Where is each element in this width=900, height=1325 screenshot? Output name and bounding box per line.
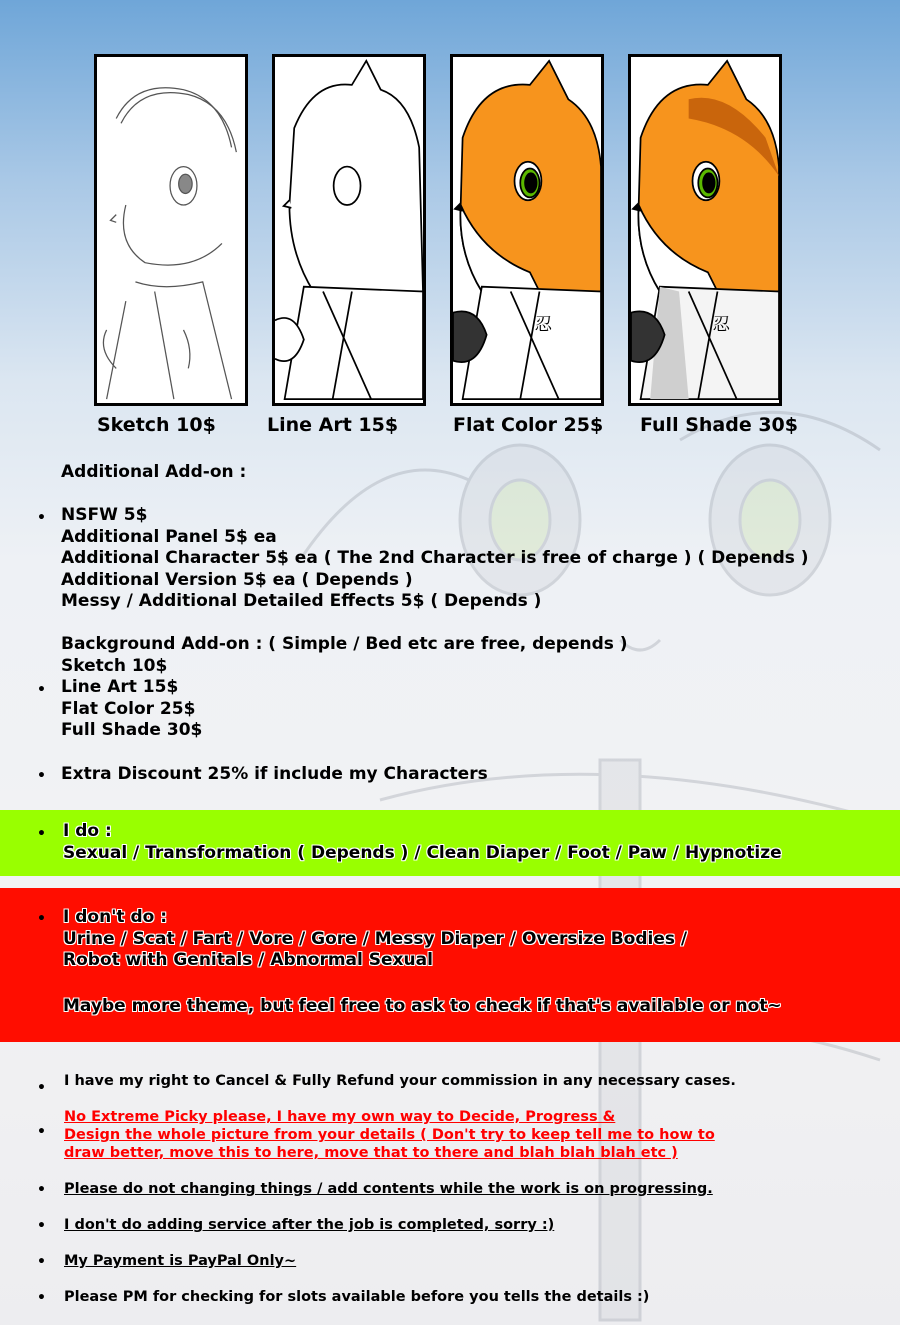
addon-item-version: Additional Version 5$ ea ( Depends ) — [61, 569, 413, 590]
rule-no-changes: Please do not changing things / add contents while the work is on progressing. — [64, 1181, 713, 1197]
background-item-full-shade: Full Shade 30$ — [61, 720, 203, 741]
rule-bullet-1: • — [37, 1080, 46, 1096]
rule-bullet-5: • — [37, 1254, 46, 1270]
background-addon-list — [61, 634, 628, 742]
line-art-fox-image — [275, 57, 423, 403]
i-dont-do-line1: Urine / Scat / Fart / Vore / Gore / Messy Diaper / Oversize Bodies / — [63, 928, 688, 949]
rule-paypal-only: My Payment is PayPal Only~ — [64, 1253, 297, 1269]
i-dont-do-line2: Robot with Genitals / Abnormal Sexual — [63, 950, 433, 971]
background-addon-heading: Background Add-on : ( Simple / Bed etc are free, depends ) — [61, 634, 628, 654]
rule-bullet-4: • — [37, 1218, 46, 1234]
tier-label-full-shade: Full Shade 30$ — [640, 414, 798, 436]
i-dont-do-note: Maybe more theme, but feel free to ask to check if that's available or not~ — [63, 996, 782, 1016]
flat-color-fox-image — [453, 57, 601, 403]
discount-text: Extra Discount 25% if include my Characters — [61, 764, 488, 784]
addon-item-character: Additional Character 5$ ea ( The 2nd Character is free of charge ) ( Depends ) — [61, 548, 809, 569]
rule-bullet-2: • — [37, 1124, 46, 1140]
full-shade-fox-image — [631, 57, 779, 403]
addon-list — [61, 505, 809, 613]
rule-no-picky — [64, 1108, 715, 1162]
i-do-block — [63, 821, 782, 864]
svg-text:忍: 忍 — [534, 314, 552, 335]
tier-label-sketch: Sketch 10$ — [97, 414, 216, 436]
rule-no-picky-line3: draw better, move this to here, move that to there and blah blah blah etc ) — [64, 1145, 678, 1161]
background-bullet: • — [37, 682, 46, 698]
addon-item-messy: Messy / Additional Detailed Effects 5$ ( Depends ) — [61, 591, 542, 612]
rule-no-picky-line2: Design the whole picture from your details ( Don't try to keep tell me to how to — [64, 1127, 715, 1143]
tier-label-flat-color: Flat Color 25$ — [453, 414, 604, 436]
background-item-sketch: Sketch 10$ — [61, 655, 168, 676]
tier-label-line-art: Line Art 15$ — [267, 414, 399, 436]
rule-cancel-refund: I have my right to Cancel & Fully Refund your commission in any necessary cases. — [64, 1073, 736, 1089]
discount-bullet: • — [37, 768, 46, 784]
sketch-panel — [94, 54, 248, 406]
rule-bullet-3: • — [37, 1182, 46, 1198]
full-shade-panel — [628, 54, 782, 406]
rule-no-picky-line1: No Extreme Picky please, I have my own way to Decide, Progress & — [64, 1109, 616, 1125]
i-dont-do-heading: I don't do : — [63, 907, 168, 927]
i-dont-do-bullet: • — [37, 911, 46, 927]
addon-bullet: • — [37, 510, 46, 526]
line-art-panel — [272, 54, 426, 406]
rule-no-adding-service: I don't do adding service after the job is completed, sorry :) — [64, 1217, 555, 1233]
sketch-fox-image — [97, 57, 245, 403]
background-item-flat-color: Flat Color 25$ — [61, 698, 196, 719]
addon-item-panel: Additional Panel 5$ ea — [61, 526, 277, 547]
addon-heading: Additional Add-on : — [61, 462, 247, 482]
rule-pm-slots: Please PM for checking for slots available before you tells the details :) — [64, 1289, 650, 1305]
rule-bullet-6: • — [37, 1290, 46, 1306]
i-do-bullet: • — [37, 826, 46, 842]
i-do-text: Sexual / Transformation ( Depends ) / Clean Diaper / Foot / Paw / Hypnotize — [63, 842, 782, 863]
flat-color-panel — [450, 54, 604, 406]
i-do-heading: I do : — [63, 821, 112, 841]
background-item-line-art: Line Art 15$ — [61, 677, 179, 698]
i-dont-do-block — [63, 907, 687, 972]
svg-text:忍: 忍 — [712, 314, 730, 335]
addon-item-nsfw: NSFW 5$ — [61, 505, 148, 525]
